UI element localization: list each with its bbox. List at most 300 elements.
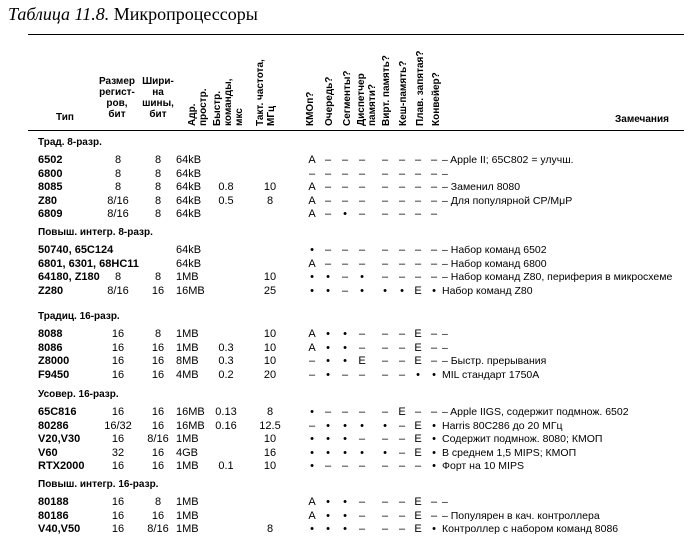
cell-bus-width: 8 bbox=[154, 167, 162, 180]
cell-flag: • bbox=[326, 433, 330, 446]
cell-flag: E bbox=[414, 328, 422, 340]
cell-reg-size: 8/16 bbox=[107, 194, 129, 207]
cell-addr-space: 1MB bbox=[176, 523, 199, 536]
cell-flag: A bbox=[308, 194, 316, 207]
cell-flag: – bbox=[381, 328, 389, 340]
cell-clock: 10 bbox=[263, 460, 277, 473]
cell-bus-width: 16 bbox=[151, 355, 165, 368]
cell-flag: E bbox=[414, 284, 422, 297]
cell-flag: – bbox=[414, 271, 422, 284]
cell-flag: E bbox=[414, 496, 422, 508]
cell-bus-width: 16 bbox=[151, 368, 165, 381]
cell-flag: – bbox=[398, 368, 406, 381]
cell-flag: – bbox=[381, 523, 389, 536]
cell-flag: • bbox=[326, 446, 330, 459]
cell-flag: • bbox=[432, 284, 436, 297]
cell-flag: – bbox=[341, 406, 349, 418]
cell-flag: – bbox=[398, 355, 406, 368]
cell-flag: – bbox=[381, 368, 389, 381]
header-virt-mem: Вирт. память? bbox=[381, 55, 392, 126]
cell-bus-width: 16 bbox=[151, 284, 165, 297]
cell-clock: 8 bbox=[266, 523, 274, 536]
cell-note: – Заменил 8080 bbox=[442, 181, 521, 194]
cell-flag: • bbox=[400, 284, 404, 297]
cell-flag: – bbox=[381, 433, 389, 446]
cell-flag: – bbox=[324, 181, 332, 194]
cell-flag: – bbox=[358, 181, 366, 194]
cell-flag: – bbox=[414, 460, 422, 473]
cell-type: Z80 bbox=[38, 194, 57, 207]
header-queue: Очередь? bbox=[324, 76, 335, 126]
cell-bus-width: 8 bbox=[154, 181, 162, 194]
cell-flag: – bbox=[341, 257, 349, 270]
cell-bus-width: 16 bbox=[151, 419, 165, 432]
header-bus-width-line: шины, bbox=[142, 98, 174, 109]
cell-flag: – bbox=[324, 167, 332, 180]
cell-type: 6801, 6301, 68HC11 bbox=[38, 257, 139, 270]
cell-note: – bbox=[442, 167, 448, 180]
header-bus-width-line: Шири- bbox=[142, 76, 174, 87]
cell-note: – Apple IIGS, содержит подмнож. 6502 bbox=[442, 406, 629, 418]
cell-flag: – bbox=[414, 208, 422, 221]
cell-reg-size: 8/16 bbox=[107, 284, 129, 297]
cell-flag: – bbox=[430, 509, 438, 522]
cell-flag: – bbox=[430, 257, 438, 270]
cell-flag: • bbox=[360, 419, 364, 432]
cell-flag: – bbox=[341, 154, 349, 166]
cell-flag: • bbox=[383, 284, 387, 297]
cell-flag: • bbox=[432, 433, 436, 446]
cell-flag: • bbox=[326, 328, 330, 340]
cell-flag: – bbox=[358, 194, 366, 207]
cell-flag: • bbox=[326, 496, 330, 508]
cell-flag: – bbox=[381, 341, 389, 354]
cell-flag: – bbox=[430, 496, 438, 508]
cell-reg-size: 16 bbox=[111, 355, 125, 368]
cell-flag: • bbox=[326, 419, 330, 432]
cell-note: – Набор команд 6502 bbox=[442, 244, 547, 256]
cell-flag: – bbox=[398, 257, 406, 270]
cell-flag: – bbox=[398, 341, 406, 354]
cell-flag: – bbox=[324, 244, 332, 256]
cell-flag: – bbox=[430, 181, 438, 194]
cell-flag: – bbox=[381, 406, 389, 418]
cell-flag: – bbox=[341, 460, 349, 473]
cell-flag: E bbox=[414, 355, 422, 368]
cell-flag: • bbox=[310, 523, 314, 536]
table-number: Таблица 11.8. bbox=[8, 4, 110, 24]
cell-note: – Apple II; 65C802 = улучш. bbox=[442, 154, 574, 166]
cell-flag: • bbox=[326, 284, 330, 297]
header-notes: Замечания bbox=[615, 114, 669, 125]
cell-flag: – bbox=[358, 509, 366, 522]
cell-addr-space: 64kB bbox=[176, 167, 202, 180]
cell-flag: • bbox=[432, 523, 436, 536]
header-addr-space bbox=[187, 38, 209, 126]
cell-reg-size: 16/32 bbox=[104, 419, 132, 432]
cell-flag: – bbox=[381, 208, 389, 221]
cell-reg-size: 32 bbox=[111, 446, 125, 459]
cell-flag: – bbox=[381, 496, 389, 508]
cell-cmd-speed: 0.1 bbox=[218, 460, 234, 473]
cell-flag: – bbox=[398, 154, 406, 166]
cell-flag: E bbox=[358, 355, 366, 368]
cell-reg-size: 8 bbox=[114, 181, 122, 194]
cell-reg-size: 16 bbox=[111, 523, 125, 536]
cell-flag: – bbox=[398, 167, 406, 180]
cell-flag: – bbox=[398, 460, 406, 473]
cell-clock: 12.5 bbox=[259, 419, 281, 432]
cell-type: V60 bbox=[38, 446, 58, 459]
header-speed-line: команды, bbox=[223, 78, 234, 126]
cell-addr-space: 1MB bbox=[176, 509, 199, 522]
cell-flag: – bbox=[381, 460, 389, 473]
cell-flag: – bbox=[398, 433, 406, 446]
cell-type: 6502 bbox=[38, 154, 63, 166]
cell-flag: – bbox=[381, 154, 389, 166]
cell-flag: – bbox=[381, 271, 389, 284]
cell-type: Z8000 bbox=[38, 355, 70, 368]
header-cmos: КМОп? bbox=[305, 91, 316, 126]
cell-flag: – bbox=[358, 341, 366, 354]
cell-flag: – bbox=[430, 194, 438, 207]
cell-flag: – bbox=[398, 208, 406, 221]
cell-flag: – bbox=[308, 355, 316, 368]
cell-bus-width: 8 bbox=[154, 496, 162, 508]
cell-flag: E bbox=[414, 509, 422, 522]
cell-flag: • bbox=[343, 433, 347, 446]
cell-flag: – bbox=[398, 446, 406, 459]
cell-flag: – bbox=[414, 167, 422, 180]
cell-flag: – bbox=[398, 181, 406, 194]
cell-flag: – bbox=[398, 328, 406, 340]
cell-reg-size: 16 bbox=[111, 406, 125, 418]
cell-flag: – bbox=[324, 154, 332, 166]
cell-flag: – bbox=[414, 244, 422, 256]
cell-flag: – bbox=[398, 523, 406, 536]
cell-clock: 10 bbox=[263, 355, 277, 368]
header-cache: Кеш-память? bbox=[398, 60, 409, 126]
header-speed-line: мкс bbox=[234, 108, 245, 126]
cell-addr-space: 16MB bbox=[176, 419, 205, 432]
cell-cmd-speed: 0.2 bbox=[218, 368, 234, 381]
cell-addr-space: 4GB bbox=[176, 446, 199, 459]
cell-addr-space: 64kB bbox=[176, 208, 202, 221]
cell-flag: – bbox=[308, 167, 316, 180]
cell-type: 50740, 65C124 bbox=[38, 244, 114, 256]
cell-clock: 10 bbox=[263, 271, 277, 284]
cell-bus-width: 8 bbox=[154, 208, 162, 221]
cell-cmd-speed: 0.13 bbox=[215, 406, 237, 418]
cell-reg-size: 16 bbox=[111, 368, 125, 381]
cell-flag: – bbox=[324, 460, 332, 473]
cell-flag: – bbox=[381, 355, 389, 368]
cell-flag: • bbox=[310, 244, 314, 256]
cell-bus-width: 8 bbox=[154, 271, 162, 284]
cell-bus-width: 16 bbox=[151, 509, 165, 522]
header-speed-line: Быстр. bbox=[212, 90, 223, 126]
header-float: Плав. запятая? bbox=[415, 50, 426, 126]
cell-clock: 16 bbox=[263, 446, 277, 459]
cell-flag: – bbox=[341, 194, 349, 207]
cell-addr-space: 64kB bbox=[176, 194, 202, 207]
cell-cmd-speed: 0.3 bbox=[218, 341, 234, 354]
cell-flag: • bbox=[343, 496, 347, 508]
cell-type: 6800 bbox=[38, 167, 63, 180]
header-addr-line: простр. bbox=[198, 88, 209, 126]
header-bus-width-line: на bbox=[152, 87, 164, 98]
cell-flag: • bbox=[310, 406, 314, 418]
cell-note: В среднем 1,5 MIPS; КМОП bbox=[442, 446, 577, 459]
cell-type: 80286 bbox=[38, 419, 69, 432]
cell-note: – Популярен в кач. контроллера bbox=[442, 509, 600, 522]
cell-reg-size: 16 bbox=[111, 509, 125, 522]
cell-reg-size: 16 bbox=[111, 433, 125, 446]
cell-flag: – bbox=[308, 368, 316, 381]
cell-flag: • bbox=[343, 355, 347, 368]
cell-flag: • bbox=[326, 355, 330, 368]
cell-bus-width: 8 bbox=[154, 194, 162, 207]
cell-note: – bbox=[442, 328, 448, 340]
cell-flag: A bbox=[308, 181, 316, 194]
cell-flag: – bbox=[358, 460, 366, 473]
cell-flag: • bbox=[343, 509, 347, 522]
section-title: Усовер. 16-разр. bbox=[38, 389, 119, 400]
cell-bus-width: 16 bbox=[151, 446, 165, 459]
cell-bus-width: 8 bbox=[154, 328, 162, 340]
cell-flag: • bbox=[310, 446, 314, 459]
cell-flag: • bbox=[326, 271, 330, 284]
header-reg-size-line: ров, bbox=[106, 98, 128, 109]
cell-type: 8085 bbox=[38, 181, 63, 194]
cell-flag: • bbox=[383, 446, 387, 459]
cell-type: 64180, Z180 bbox=[38, 271, 100, 284]
cell-flag: – bbox=[358, 496, 366, 508]
cell-addr-space: 1MB bbox=[176, 328, 199, 340]
cell-flag: – bbox=[430, 328, 438, 340]
table-title bbox=[8, 4, 258, 25]
cell-flag: – bbox=[358, 523, 366, 536]
cell-type: V40,V50 bbox=[38, 523, 81, 536]
cell-flag: • bbox=[310, 271, 314, 284]
cell-clock: 8 bbox=[266, 406, 274, 418]
cell-reg-size: 8/16 bbox=[107, 208, 129, 221]
cell-flag: – bbox=[358, 257, 366, 270]
cell-type: 80188 bbox=[38, 496, 69, 508]
cell-addr-space: 1MB bbox=[176, 271, 199, 284]
cell-addr-space: 1MB bbox=[176, 433, 199, 446]
cell-flag: A bbox=[308, 257, 316, 270]
cell-addr-space: 64kB bbox=[176, 181, 202, 194]
cell-flag: – bbox=[430, 154, 438, 166]
cell-reg-size: 16 bbox=[111, 341, 125, 354]
header-type: Тип bbox=[56, 112, 74, 123]
header-reg-size-line: Размер bbox=[98, 76, 135, 87]
cell-flag: • bbox=[432, 446, 436, 459]
cell-flag: • bbox=[310, 433, 314, 446]
header-addr-line: Адр. bbox=[187, 103, 198, 126]
cell-flag: – bbox=[308, 419, 316, 432]
cell-flag: A bbox=[308, 341, 316, 354]
header-mmu bbox=[356, 38, 378, 126]
cell-bus-width: 8 bbox=[154, 154, 162, 166]
cell-cmd-speed: 0.3 bbox=[218, 355, 234, 368]
cell-flag: • bbox=[343, 446, 347, 459]
cell-flag: – bbox=[414, 406, 422, 418]
cell-note: – Набор команд Z80, периферия в микросхеме bbox=[442, 271, 673, 284]
header-bus-width bbox=[140, 76, 176, 120]
cell-flag: – bbox=[430, 208, 438, 221]
cell-reg-size: 8 bbox=[114, 154, 122, 166]
cell-flag: – bbox=[430, 244, 438, 256]
cell-flag: • bbox=[383, 419, 387, 432]
cell-flag: – bbox=[430, 355, 438, 368]
cell-note: Форт на 10 MIPS bbox=[442, 460, 524, 473]
cell-flag: – bbox=[414, 257, 422, 270]
cell-flag: – bbox=[414, 154, 422, 166]
cell-bus-width: 16 bbox=[151, 341, 165, 354]
cell-flag: • bbox=[432, 460, 436, 473]
cell-note: – Быстр. прерывания bbox=[442, 355, 547, 368]
cell-note: Harris 80C286 до 20 МГц bbox=[442, 419, 563, 432]
cell-addr-space: 64kB bbox=[176, 244, 202, 256]
cell-flag: – bbox=[341, 167, 349, 180]
cell-bus-width: 16 bbox=[151, 406, 165, 418]
cell-type: 8088 bbox=[38, 328, 63, 340]
cell-clock: 8 bbox=[266, 194, 274, 207]
cell-type: Z280 bbox=[38, 284, 64, 297]
cell-flag: E bbox=[414, 341, 422, 354]
cell-addr-space: 1MB bbox=[176, 460, 199, 473]
cell-bus-width: 8/16 bbox=[147, 433, 169, 446]
cell-addr-space: 1MB bbox=[176, 341, 199, 354]
cell-flag: • bbox=[343, 523, 347, 536]
cell-flag: – bbox=[414, 194, 422, 207]
cell-flag: – bbox=[358, 368, 366, 381]
cell-flag: • bbox=[343, 341, 347, 354]
cell-flag: – bbox=[358, 167, 366, 180]
cell-flag: – bbox=[430, 271, 438, 284]
header-mmu-line: Диспетчер bbox=[356, 73, 367, 126]
header-segments: Сегменты? bbox=[342, 70, 353, 126]
cell-clock: 25 bbox=[263, 284, 277, 297]
section-title: Традиц. 16-разр. bbox=[38, 311, 120, 322]
cell-flag: – bbox=[358, 244, 366, 256]
cell-flag: E bbox=[414, 419, 422, 432]
cell-flag: – bbox=[381, 257, 389, 270]
cell-flag: – bbox=[381, 194, 389, 207]
cell-cmd-speed: 0.16 bbox=[215, 419, 237, 432]
cell-flag: – bbox=[324, 208, 332, 221]
cell-addr-space: 64kB bbox=[176, 257, 202, 270]
cell-note: Контроллер с набором команд 8086 bbox=[442, 523, 619, 536]
cell-flag: A bbox=[308, 328, 316, 340]
cell-flag: – bbox=[341, 271, 349, 284]
header-reg-size-line: бит bbox=[108, 109, 126, 120]
cell-flag: • bbox=[310, 284, 314, 297]
cell-flag: – bbox=[358, 154, 366, 166]
cell-flag: – bbox=[398, 419, 406, 432]
cell-flag: • bbox=[432, 419, 436, 432]
section-title: Повыш. интегр. 8-разр. bbox=[38, 227, 153, 238]
cell-flag: – bbox=[381, 181, 389, 194]
cell-type: 6809 bbox=[38, 208, 63, 221]
cell-addr-space: 16MB bbox=[176, 284, 205, 297]
cell-flag: • bbox=[360, 446, 364, 459]
cell-flag: – bbox=[324, 406, 332, 418]
cell-flag: • bbox=[343, 419, 347, 432]
cell-flag: • bbox=[326, 509, 330, 522]
header-clock bbox=[255, 38, 277, 126]
cell-type: 65C816 bbox=[38, 406, 77, 418]
cell-note: MIL стандарт 1750A bbox=[442, 368, 540, 381]
cell-flag: – bbox=[358, 208, 366, 221]
cell-addr-space: 8MB bbox=[176, 355, 199, 368]
cell-flag: • bbox=[310, 460, 314, 473]
top-rule bbox=[28, 34, 684, 35]
cell-note: Содержит подмнож. 8080; КМОП bbox=[442, 433, 603, 446]
cell-flag: – bbox=[381, 509, 389, 522]
cell-addr-space: 1MB bbox=[176, 496, 199, 508]
header-cmd-speed bbox=[212, 38, 245, 126]
cell-flag: • bbox=[326, 341, 330, 354]
cell-addr-space: 4MB bbox=[176, 368, 199, 381]
cell-type: F9450 bbox=[38, 368, 70, 381]
cell-flag: – bbox=[341, 368, 349, 381]
header-reg-size-line: регист- bbox=[99, 87, 135, 98]
cell-clock: 10 bbox=[263, 328, 277, 340]
cell-reg-size: 16 bbox=[111, 496, 125, 508]
header-rule bbox=[28, 130, 684, 131]
cell-clock: 10 bbox=[263, 341, 277, 354]
section-title: Повыш. интегр. 16-разр. bbox=[38, 479, 159, 490]
cell-flag: – bbox=[358, 406, 366, 418]
header-reg-size bbox=[90, 76, 144, 120]
cell-reg-size: 16 bbox=[111, 328, 125, 340]
cell-flag: – bbox=[358, 328, 366, 340]
cell-clock: 20 bbox=[263, 368, 277, 381]
cell-flag: – bbox=[398, 194, 406, 207]
cell-flag: – bbox=[358, 433, 366, 446]
cell-note: – bbox=[442, 496, 448, 508]
cell-flag: – bbox=[398, 271, 406, 284]
cell-flag: • bbox=[360, 284, 364, 297]
cell-flag: A bbox=[308, 509, 316, 522]
cell-flag: • bbox=[343, 208, 347, 221]
cell-note: – Набор команд 6800 bbox=[442, 257, 547, 270]
cell-flag: – bbox=[430, 406, 438, 418]
cell-bus-width: 16 bbox=[151, 460, 165, 473]
cell-flag: – bbox=[324, 194, 332, 207]
cell-flag: – bbox=[341, 181, 349, 194]
cell-addr-space: 16MB bbox=[176, 406, 205, 418]
cell-reg-size: 16 bbox=[111, 460, 125, 473]
cell-note: – Для популярной CP/MμP bbox=[442, 194, 573, 207]
cell-flag: – bbox=[430, 167, 438, 180]
header-bus-width-line: бит bbox=[149, 109, 167, 120]
cell-flag: – bbox=[430, 341, 438, 354]
cell-flag: – bbox=[398, 509, 406, 522]
cell-flag: – bbox=[341, 284, 349, 297]
cell-flag: • bbox=[432, 368, 436, 381]
cell-cmd-speed: 0.5 bbox=[218, 194, 234, 207]
header-clock-line: Такт. частота, bbox=[255, 59, 266, 126]
cell-bus-width: 8/16 bbox=[147, 523, 169, 536]
header-clock-line: МГц bbox=[266, 105, 277, 126]
cell-flag: • bbox=[343, 328, 347, 340]
cell-note: Набор команд Z80 bbox=[442, 284, 533, 297]
cell-flag: – bbox=[341, 244, 349, 256]
